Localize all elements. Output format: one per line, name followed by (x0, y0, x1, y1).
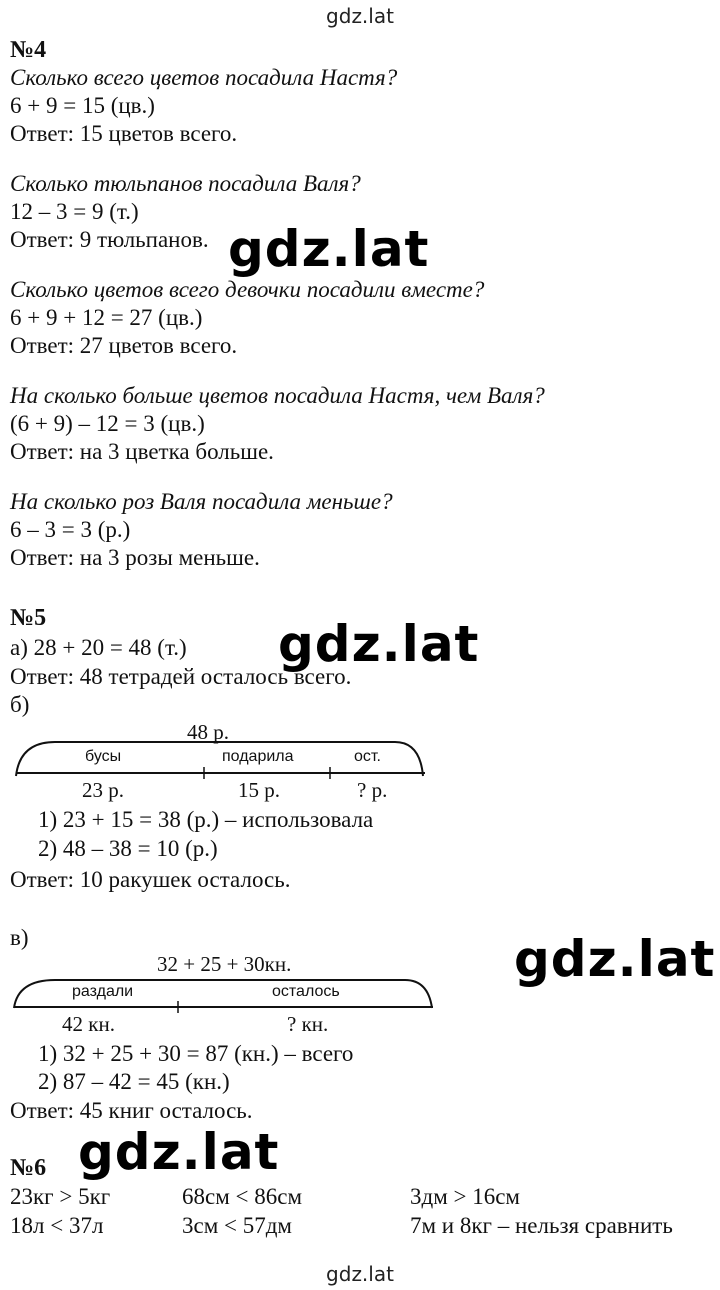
task4-answer-1: Ответ: 15 цветов всего. (10, 121, 238, 146)
task4-solution-2: 12 – 3 = 9 (т.) (10, 199, 139, 224)
diagram-b-total: 48 р. (187, 720, 229, 744)
watermark-logo: gdz.lat (228, 220, 430, 278)
diagram-b-value-1: 23 р. (82, 778, 124, 802)
task5-b-answer: Ответ: 10 ракушек осталось. (10, 867, 291, 892)
task4-solution-1: 6 + 9 = 15 (цв.) (10, 93, 155, 118)
task6-compare-6: 7м и 8кг – нельзя сравнить (410, 1213, 673, 1238)
task5-a-solution: а) 28 + 20 = 48 (т.) (10, 635, 187, 660)
task4-solution-4: (6 + 9) – 12 = 3 (цв.) (10, 411, 205, 436)
site-header: gdz.lat (326, 4, 394, 28)
task4-question-3: Сколько цветов всего девочки посадили вместе? (10, 277, 485, 302)
task4-question-5: На сколько роз Валя посадила меньше? (10, 489, 393, 514)
task5-c-step1: 1) 32 + 25 + 30 = 87 (кн.) – всего (38, 1041, 354, 1066)
diagram-b-value-2: 15 р. (238, 778, 280, 802)
task4-solution-3: 6 + 9 + 12 = 27 (цв.) (10, 305, 203, 330)
task6-compare-3: 3дм > 16см (410, 1184, 520, 1209)
task4-answer-4: Ответ: на 3 цветка больше. (10, 439, 274, 464)
task4-question-1: Сколько всего цветов посадила Настя? (10, 65, 398, 90)
task6-compare-5: 3см < 57дм (182, 1213, 292, 1238)
task4-solution-5: 6 – 3 = 3 (р.) (10, 517, 131, 542)
task6-compare-1: 23кг > 5кг (10, 1184, 111, 1209)
task5-b-step2: 2) 48 – 38 = 10 (р.) (38, 836, 218, 861)
diagram-c-segment-left: осталось (272, 983, 340, 1000)
diagram-b-value-3: ? р. (357, 778, 388, 802)
task5-b-label: б) (10, 692, 30, 717)
task5-a-answer: Ответ: 48 тетрадей осталось всего. (10, 664, 352, 689)
watermark-logo: gdz.lat (514, 930, 716, 988)
task6-compare-2: 68см < 86см (182, 1184, 302, 1209)
task4-title: №4 (10, 37, 47, 63)
diagram-b-segment-beads: бусы (85, 748, 122, 765)
task4-question-4: На сколько больше цветов посадила Настя, чем Валя? (10, 383, 545, 408)
diagram-b-segment-gifted: подарила (222, 748, 294, 765)
task4-answer-5: Ответ: на 3 розы меньше. (10, 545, 260, 570)
task5-c-answer: Ответ: 45 книг осталось. (10, 1098, 253, 1123)
task6-compare-4: 18л < 37л (10, 1213, 104, 1238)
diagram-c-segment-given: раздали (72, 983, 134, 1000)
diagram-b-segment-rest: ост. (354, 748, 381, 765)
task4-question-2: Сколько тюльпанов посадила Валя? (10, 171, 361, 196)
task6-title: №6 (10, 1155, 47, 1181)
site-footer: gdz.lat (326, 1262, 394, 1286)
task5-title: №5 (10, 605, 47, 631)
watermark-logo: gdz.lat (78, 1123, 280, 1181)
task5-c-label: в) (10, 925, 29, 950)
diagram-c-value-1: 42 кн. (62, 1012, 115, 1036)
task4-answer-3: Ответ: 27 цветов всего. (10, 333, 238, 358)
watermark-logo: gdz.lat (278, 615, 480, 673)
diagram-c-total: 32 + 25 + 30кн. (157, 952, 292, 976)
diagram-c-value-2: ? кн. (287, 1012, 329, 1036)
task5-c-step2: 2) 87 – 42 = 45 (кн.) (38, 1069, 230, 1094)
task5-b-step1: 1) 23 + 15 = 38 (р.) – использовала (38, 807, 374, 832)
task4-answer-2: Ответ: 9 тюльпанов. (10, 227, 209, 252)
